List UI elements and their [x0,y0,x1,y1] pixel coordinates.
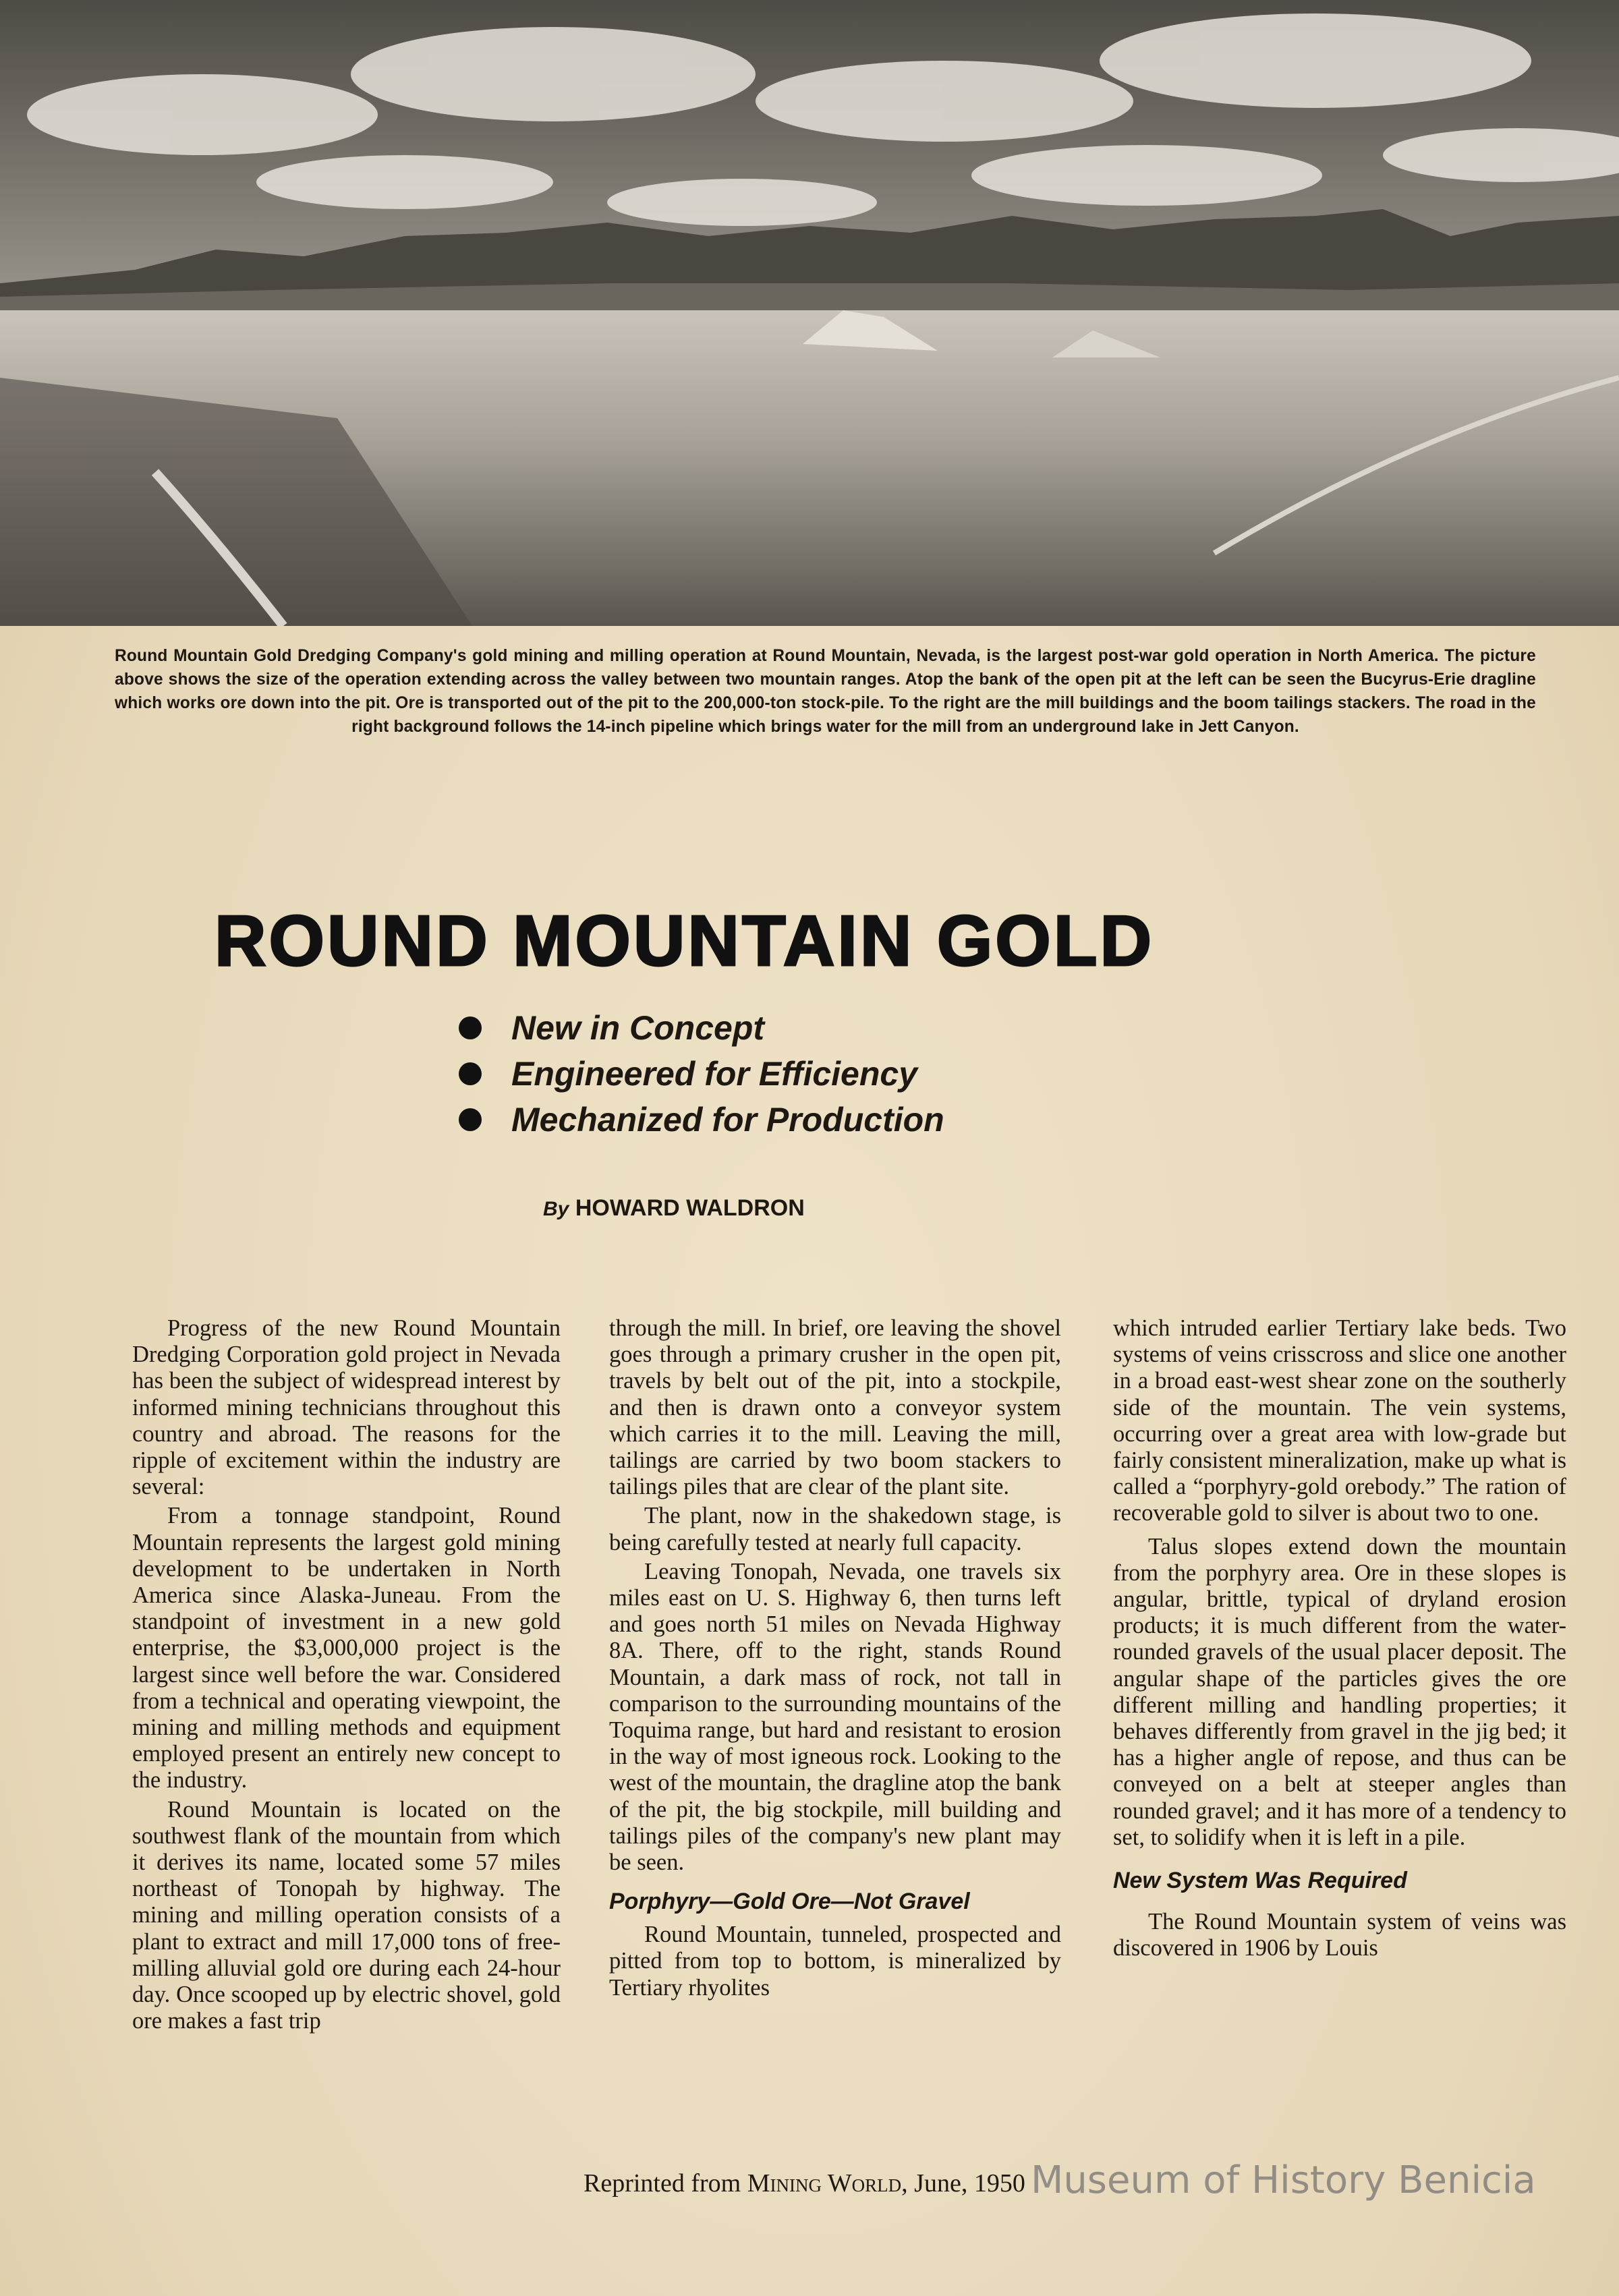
feature-bullets [459,1005,944,1143]
bullet-text: Mechanized for Production [511,1101,944,1139]
paragraph: which intruded earlier Tertiary lake beds. Two systems of veins crisscross and slice one another in a broad east-west shear zone on the southerly side of the mountain. The vein systems, occurring over a great area with low-grade but fairly consistent mineralization, make up what is called a “porphyry-gold orebody.” The ration of recoverable gold to silver is about two to one. [1113,1315,1566,1526]
section-heading: Porphyry—Gold Ore—Not Gravel [609,1889,970,1915]
bullet-dot-icon [459,1062,482,1085]
paragraph: Progress of the new Round Mountain Dredging Corporation gold project in Nevada has been the subject of widespread interest by informed mining technicians throughout this country and abroad. The reasons for the ripple of excitement within the industry are several: [132,1315,561,1500]
article-title: ROUND MOUNTAIN GOLD [215,901,1155,981]
bullet-item [459,1051,944,1097]
publication-name: Mining World [747,2169,902,2198]
bullet-item [459,1097,944,1143]
article-column-2 [609,1315,1061,2001]
byline-prefix: By [543,1198,569,1220]
byline [543,1195,805,1222]
article-column-3 [1113,1315,1566,1961]
paragraph: through the mill. In brief, ore leaving the shovel goes through a primary crusher in the open pit, travels by belt out of the pit, into a stockpile, and then is drawn onto a conveyor system which carries it to the mill. Leaving the mill, tailings are carried by two boom stackers to tailings piles that are clear of the plant site. [609,1315,1061,1500]
paragraph: Round Mountain is located on the southwest flank of the mountain from which it derives its name, located some 57 miles northeast of Tonopah by highway. The mining and milling operation consists of a plant to extract and mill 17,000 tons of free-milling alluvial gold ore during each 24-hour day. Once scooped up by electric shovel, gold ore makes a fast trip [132,1796,561,2034]
bullet-dot-icon [459,1108,482,1131]
footer-date: , June, 1950 [901,2169,1025,2198]
bullet-item [459,1005,944,1051]
bullet-text: Engineered for Efficiency [511,1055,918,1093]
watermark: Museum of History Benicia [1031,2158,1536,2202]
bullet-text: New in Concept [511,1009,765,1047]
paragraph: The Round Mountain system of veins was discovered in 1906 by Louis [1113,1909,1566,1961]
paragraph: The plant, now in the shakedown stage, is being carefully tested at nearly full capacity. [609,1503,1061,1555]
author-name: HOWARD WALDRON [575,1195,805,1221]
landscape-photo [0,0,1619,626]
footer-prefix: Reprinted from [584,2169,741,2198]
photo-illustration [0,0,1619,626]
paragraph: Round Mountain, tunneled, prospected and pitted from top to bottom, is mineralized by Tertiary rhyolites [609,1922,1061,2001]
paragraph: From a tonnage standpoint, Round Mountain represents the largest gold mining development to be undertaken in North America since Alaska-Juneau. From the standpoint of investment in a new gold enterprise, the $3,000,000 project is the largest since well before the war. Considered from a technical and operating viewpoint, the mining and milling methods and equipment employed present an entirely new concept to the industry. [132,1503,561,1793]
section-heading: New System Was Required [1113,1868,1407,1894]
bullet-dot-icon [459,1016,482,1039]
reprint-footer [584,2169,1025,2198]
article-column-1 [132,1315,561,2034]
photo-caption: Round Mountain Gold Dredging Company's gold mining and milling operation at Round Mountain, Nevada, is the largest post-war gold operation in North America. The picture above shows the size of the operation extending across the valley between two mountain ranges. Atop the bank of the open pit at the left can be seen the Bucyrus-Erie dragline which works ore down into the pit. Ore is transported out of the pit to the 200,000-ton stock-pile. To the right are the mill buildings and the boom tailings stackers. The road in the right background follows the 14-inch pipeline which brings water for the mill from an underground lake in Jett Canyon. [115,646,1536,736]
paragraph: Leaving Tonopah, Nevada, one travels six miles east on U. S. Highway 6, then turns left and goes north 51 miles on Nevada Highway 8A. There, off to the right, stands Round Mountain, a dark mass of rock, not tall in comparison to the surrounding mountains of the Toquima range, but hard and resistant to erosion in the way of most igneous rock. Looking to the west of the mountain, the dragline atop the bank of the pit, the big stockpile, mill building and tailings piles of the company's new plant may be seen. [609,1558,1061,1876]
paragraph: Talus slopes extend down the mountain from the porphyry area. Ore in these slopes is angular, brittle, typical of dryland erosion products; it is much different from the water-rounded gravels of the usual placer deposit. The angular shape of the particles gives the ore different milling and handling properties; it behaves differently from gravel in the jig bed; it has a higher angle of repose, and thus can be conveyed on a belt at steeper angles than rounded gravel; and it has more of a tendency to set, to solidify when it is left in a pile. [1113,1533,1566,1850]
